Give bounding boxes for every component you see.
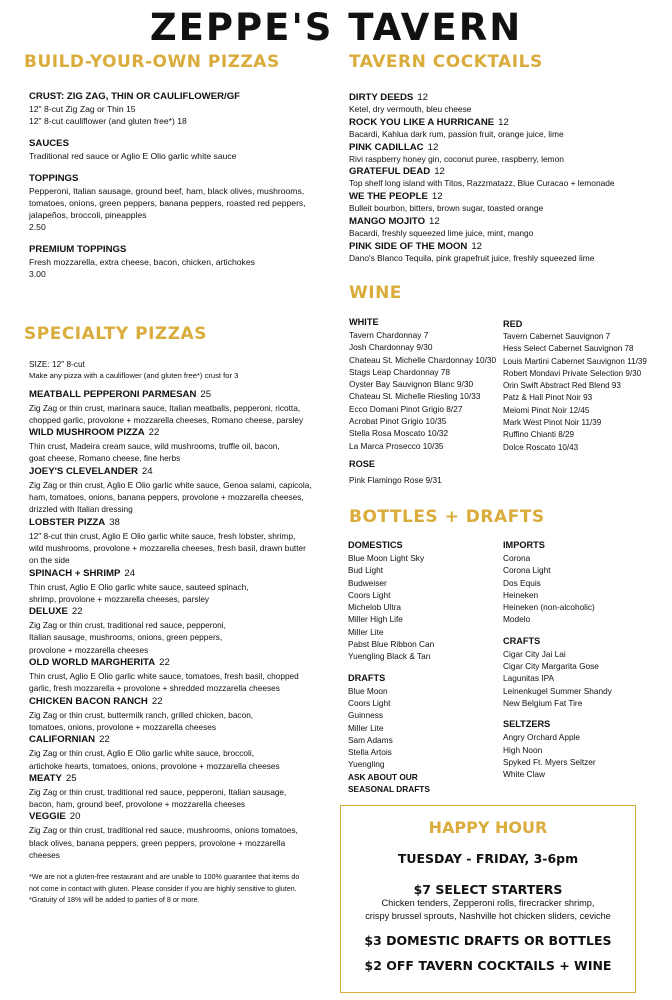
sauces-label: SAUCES [29,138,69,149]
cauliflower-note: Make any pizza with a cauliflower (and gluten free*) crust for 3 [29,371,239,381]
pizza-description: artichoke hearts, tomatoes, onions, provolone + mozzarella cheeses [29,760,280,771]
pizza-price: 20 [69,811,81,823]
beer-item: Blue Moon [348,685,388,696]
wine-item: Chateau St. Michelle Chardonnay 10/30 [349,354,497,365]
pizza-title [29,426,334,440]
wine-heading: WINE [349,283,402,303]
pizza-description: Italian sausage, mushrooms, onions, green peppers, [29,632,223,643]
pizza-description: ham, tomatoes, onions, banana peppers, provolone + mozzarella cheeses, [29,492,304,503]
beer-item: Cigar City Margarita Gose [503,661,599,672]
beer-item: Coors Light [348,589,391,600]
cocktail-title [349,141,649,154]
beer-item: Corona [503,553,531,563]
cocktail-description: Bacardi, freshly squeezed lime juice, mint, mango [349,227,534,238]
beer-item: Coors Light [348,697,391,708]
beer-item: Corona Light [503,565,551,576]
starters-line: crispy brussel sprouts, Nashville hot chicken sliders, ceviche [365,910,611,921]
seasonal-note: SEASONAL DRAFTS [348,784,430,795]
cocktail-name: WE THE PEOPLE [349,191,428,203]
pizza-title [29,810,334,824]
pizza-title [29,695,334,709]
pizza-name: OLD WORLD MARGHERITA [29,657,156,669]
pizza-price: 22 [99,734,110,746]
wine-item: Robert Mondavi Private Selection 9/30 [503,368,642,378]
starters-line: Chicken tenders, Zepperoni rolls, firecracker shrimp, [381,898,595,908]
pizza-title [29,567,334,581]
beer-item: Sam Adams [348,734,393,745]
pizza-description: Zig Zag or thin crust, Aglio E Olio garlic white sauce, Genoa salami, capicola, [29,479,312,490]
wine-item: Ecco Domani Pinot Grigio 8/27 [349,403,463,414]
pizza-name: VEGGIE [29,811,66,823]
imports-label: IMPORTS [503,540,545,550]
pizza-title [29,733,334,747]
beer-item: Stella Artois [348,747,392,758]
cocktail-price: 12 [498,116,509,128]
pizza-description: Zig Zag or thin crust, traditional red sauce, pepperoni, Italian sausage, [29,786,287,797]
cocktail-price: 12 [431,191,443,203]
pizza-description: Thin crust, Madeira cream sauce, wild mushrooms, truffle oil, bacon, [29,441,280,452]
pizza-description: Zig Zag or thin crust, traditional red sauce, mushrooms, onions tomatoes, [29,825,298,836]
pizza-price: 22 [151,695,163,707]
beer-item: Yuengling [348,759,385,770]
cocktail-name: MANGO MOJITO [349,215,426,227]
cocktail-description: Dano's Blanco Tequila, pink grapefruit juice, freshly squeezed lime [349,252,595,263]
bottles-heading: BOTTLES + DRAFTS [349,507,545,527]
pizza-title [29,516,334,530]
toppings-line: tomatoes, onions, green peppers, banana peppers, roasted red peppers, [29,198,306,208]
cocktails-heading: TAVERN COCKTAILS [349,52,543,72]
cocktail-price: 12 [427,141,439,153]
pizza-name: MEATY [29,772,62,784]
size-note: SIZE: 12" 8-cut [29,359,85,369]
pizza-title [29,656,334,670]
pizza-description: Zig Zag or thin crust, marinara sauce, Italian meatballs, pepperoni, ricotta, [29,402,301,413]
pizza-description: black olives, banana peppers, green peppers, provolone + mozzarella [29,837,286,848]
beer-item: Spyked Ft. Myers Seltzer [503,756,596,767]
pizza-description: goat cheese, Romano cheese, fine herbs [29,453,181,464]
beer-item: Cigar City Jai Lai [503,648,566,659]
wine-item: Pink Flamingo Rose 9/31 [349,474,442,485]
page-title: ZEPPE'S TAVERN [149,6,523,49]
pizza-price: 25 [200,388,212,400]
cocktail-description: Rivi raspberry honey gin, coconut puree, raspberry, lemon [349,153,564,164]
pizza-title [29,772,334,786]
cocktail-description: Ketel, dry vermouth, bleu cheese [349,104,472,114]
footnote: *We are not a gluten-free restaurant and are unable to 100% guarantee that items do [29,872,300,882]
cocktail-price: 12 [417,92,428,103]
wine-item: Patz & Hall Pinot Noir 93 [503,393,593,403]
beer-item: Blue Moon Light Sky [348,553,425,563]
cocktail-title [349,91,649,104]
sauces-text: Traditional red sauce or Aglio E Olio garlic white sauce [29,151,237,161]
pizza-price: 25 [65,772,77,784]
wine-item: Stella Rosa Moscato 10/32 [349,428,449,439]
beer-item: Guinness [348,710,384,721]
pizza-price: 22 [71,606,83,618]
cocktail-name: DIRTY DEEDS [349,92,414,103]
wine-item: Tavern Chardonnay 7 [349,330,429,340]
pizza-title [29,388,334,402]
pizza-description: Thin crust, Aglio E Olio garlic white sauce, sauteed spinach, [29,581,249,592]
pizza-description: drizzled with Italian dressing [29,504,133,515]
beer-item: Leinenkugel Summer Shandy [503,685,612,696]
toppings-line: Pepperoni, Italian sausage, ground beef, ham, black olives, mushrooms, [29,186,305,196]
beer-item: Heineken [503,589,539,600]
crust-line: 12" 8-cut cauliflower (and gluten free*) 18 [29,116,187,126]
cocktail-name: ROCK YOU LIKE A HURRICANE [349,116,495,128]
pizza-name: MEATBALL PEPPERONI PARMESAN [29,388,197,400]
beer-item: White Claw [503,769,545,780]
crust-line: 12" 8-cut Zig Zag or Thin 15 [29,104,136,114]
pizza-price: 24 [124,567,136,579]
pizza-description: garlic, fresh mozzarella + provolone + shredded mozzarella cheeses [29,683,280,694]
beer-item: Lagunitas IPA [503,673,555,684]
crafts-label: CRAFTS [503,635,541,646]
cocktails-deal: $2 OFF TAVERN COCKTAILS + WINE [364,958,612,973]
pizza-price: 22 [148,427,160,439]
wine-item: Meiomi Pinot Noir 12/45 [503,405,590,415]
cocktail-title [349,190,649,203]
white-label: WHITE [349,317,379,327]
beer-item: Miller Lite [348,722,384,733]
cocktail-description: Top shelf long island with Titos, Razzmatazz, Blue Curacao + lemonade [349,178,615,189]
pizza-price: 38 [109,516,120,528]
wine-red-section [503,318,653,454]
pizza-name: WILD MUSHROOM PIZZA [29,427,145,439]
premium-line: Fresh mozzarella, extra cheese, bacon, chicken, artichokes [29,257,255,267]
beer-item: Heineken (non-alcoholic) [503,602,595,613]
pizza-description: tomatoes, onions, provolone + mozzarella cheeses [29,721,217,732]
pizza-name: LOBSTER PIZZA [29,516,106,528]
cocktail-title [349,165,649,178]
premium-label: PREMIUM TOPPINGS [29,244,127,255]
happy-hour-box [340,805,636,993]
red-label: RED [503,319,523,329]
seasonal-note: ASK ABOUT OUR [348,771,418,782]
wine-item: Tavern Cabernet Sauvignon 7 [503,332,611,341]
cocktail-price: 12 [429,215,440,227]
cocktail-name: GRATEFUL DEAD [349,166,431,178]
footnote: not come in contact with gluten. Please consider if you are highly sensitive to gluten. [29,883,297,893]
pizza-description: 12" 8-cut thin crust, Aglio E Olio garlic white sauce, fresh lobster, shrimp, [29,530,296,541]
pizza-description: Zig Zag or thin crust, traditional red sauce, pepperoni, [29,620,226,631]
wine-item: Stags Leap Chardonnay 78 [349,366,451,377]
bottles-right [503,539,653,780]
pizza-name: SPINACH + SHRIMP [29,567,121,579]
wine-item: Ruffino Chianti 8/29 [503,430,574,440]
wine-item: Orin Swift Abstract Red Blend 93 [503,381,621,391]
cocktail-title [349,215,649,228]
wine-item: Acrobat Pinot Grigio 10/35 [349,416,447,427]
drafts-label: DRAFTS [348,672,386,683]
toppings-label: TOPPINGS [29,173,79,184]
crust-label: CRUST: ZIG ZAG, THIN OR CAULIFLOWER/GF [29,91,241,102]
byo-section [29,90,329,280]
cocktail-description: Bacardi, Kahlua dark rum, passion fruit, orange juice, lime [349,128,564,139]
drafts-deal: $3 DOMESTIC DRAFTS OR BOTTLES [364,933,612,948]
seltzers-label: SELTZERS [503,719,551,730]
wine-item: La Marca Prosecco 10/35 [349,440,444,451]
wine-item: Mark West Pinot Noir 11/39 [503,418,602,428]
pizza-description: provolone + mozzarella cheeses [29,644,149,655]
pizza-title [29,465,334,479]
beer-item: Budweiser [348,577,387,588]
footnote: *Gratuity of 18% will be added to parties of 8 or more. [29,895,200,905]
starters-deal: $7 SELECT STARTERS [413,882,563,897]
beer-item: Miller High Life [348,614,403,625]
happy-hour-days: TUESDAY - FRIDAY, 3-6pm [397,851,579,866]
beer-item: Dos Equis [503,577,541,588]
pizza-description: Zig Zag or thin crust, buttermilk ranch, grilled chicken, bacon, [29,709,254,720]
beer-item: Angry Orchard Apple [503,732,581,743]
cocktail-price: 12 [471,240,483,252]
pizza-description: cheeses [29,850,60,861]
pizza-description: chopped garlic, provolone + mozzarella cheeses, Romano cheese, parsley [29,414,304,425]
wine-item: Oyster Bay Sauvignon Blanc 9/30 [349,379,474,390]
happy-hour-heading: HAPPY HOUR [428,818,548,837]
cocktail-price: 12 [434,166,445,178]
cocktail-title [349,116,649,129]
beer-item: High Noon [503,744,543,755]
pizza-price: 22 [159,657,170,669]
wine-item: Dolce Roscato 10/43 [503,442,579,452]
beer-item: New Belgium Fat Tire [503,697,583,708]
cocktail-name: PINK SIDE OF THE MOON [349,240,468,252]
pizza-name: DELUXE [29,606,68,618]
pizza-name: CALIFORNIAN [29,734,96,746]
cocktail-name: PINK CADILLAC [349,141,424,153]
cocktail-title [349,240,649,253]
pizza-description: shrimp, provolone + mozzarella cheeses, parsley [29,593,210,604]
pizza-description: bacon, ham, ground beef, provolone + mozzarella cheeses [29,799,246,810]
cocktails-section [349,91,649,265]
premium-price: 3.00 [29,269,46,279]
toppings-price: 2.50 [29,222,46,232]
beer-item: Bud Light [348,565,384,576]
specialty-heading: SPECIALTY PIZZAS [24,324,207,344]
cocktail-description: Bulleit bourbon, bitters, brown sugar, toasted orange [349,203,544,214]
pizza-description: on the side [29,555,70,566]
beer-item: Pabst Blue Ribbon Can [348,639,435,650]
pizza-price: 24 [141,465,153,477]
beer-item: Michelob Ultra [348,602,402,613]
pizza-description: wild mushrooms, provolone + mozzarella cheeses, fresh basil, drawn butter [29,542,306,553]
beer-item: Yuengling Black & Tan [348,651,431,662]
wine-item: Chateau St. Michelle Riesling 10/33 [349,391,481,402]
wine-item: Josh Chardonnay 9/30 [349,342,433,353]
pizza-description: Zig Zag or thin crust, Aglio E Olio garlic white sauce, broccoli, [29,748,255,759]
pizza-name: JOEY'S CLEVELANDER [29,465,138,477]
toppings-line: jalapeños, broccoli, pineapples [29,210,147,220]
wine-item: Hess Select Cabernet Sauvignon 78 [503,344,634,354]
pizza-name: CHICKEN BACON RANCH [29,695,148,707]
bottles-left [348,539,498,795]
specialty-section [29,358,334,906]
beer-item: Modelo [503,614,531,625]
pizza-description: Thin crust, Aglio E Olio garlic white sauce, tomatoes, fresh basil, chopped [29,671,299,682]
domestics-label: DOMESTICS [348,540,403,550]
byo-heading: BUILD-YOUR-OWN PIZZAS [24,52,280,72]
wine-white-section [349,316,509,486]
beer-item: Miller Lite [348,626,384,637]
pizza-title [29,605,334,619]
rose-label: ROSE [349,458,376,469]
wine-item: Louis Martini Cabernet Sauvignon 11/39 [503,356,647,366]
